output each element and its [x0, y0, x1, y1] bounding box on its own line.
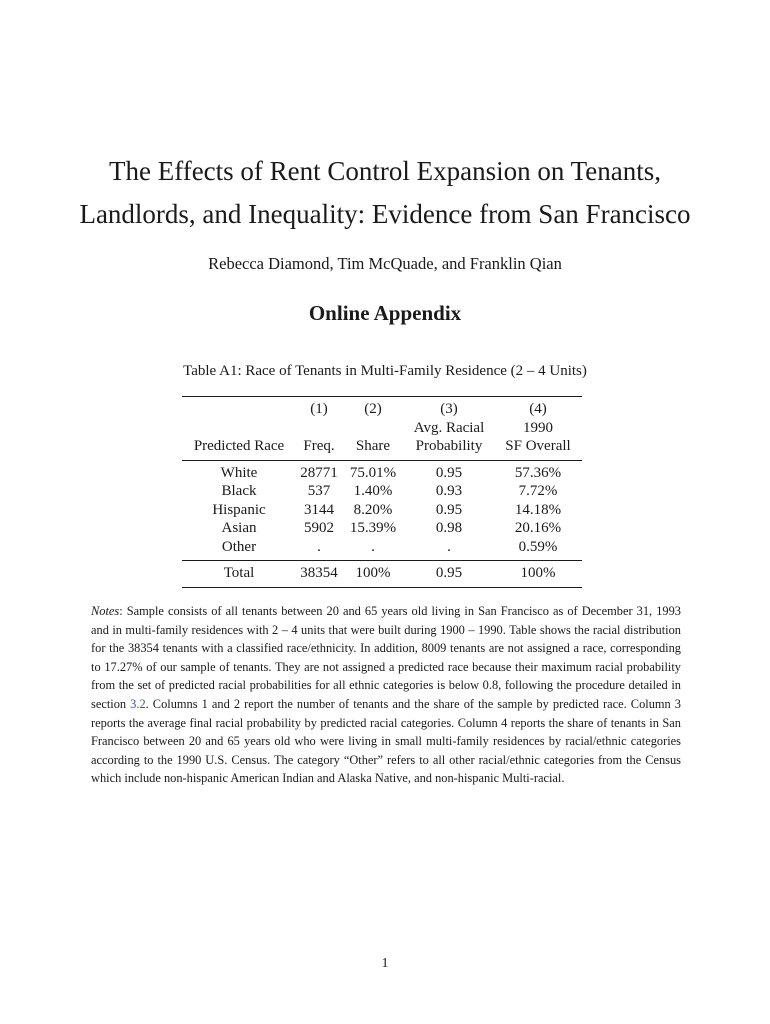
table-cell: 5902	[304, 520, 334, 536]
table-cell: 100%	[355, 565, 391, 581]
column-number-cell	[182, 397, 296, 419]
table-cell: 0.59%	[518, 538, 558, 555]
notes-text: . Columns 1 and 2 report the number of tenants and the share of the sample by predicted race. Column 3 reports the average final racial probability by predicted racial categories. Column 4 reports the share of tenants in San Francisco between 20 and 65 years old who were living in small multi-family residences by racial/ethnic categories according to the 1990 U.S. Census. The category “Other” refers to all other racial/ethnic categories from the Census which include non-hispanic American Indian and Alaska Native, and non-hispanic Multi-racial.	[91, 696, 681, 786]
notes-label: Notes	[91, 604, 120, 618]
table-cell: 14.18%	[514, 501, 562, 518]
column-number-cell: (1)	[310, 401, 328, 417]
table-cell: .	[371, 538, 375, 555]
column-number-cell: (4)	[529, 401, 547, 417]
table-cell: .	[447, 538, 451, 555]
column-sub-cell	[342, 419, 404, 438]
column-header-cell: Share	[355, 438, 391, 454]
race-table-body	[182, 461, 582, 561]
table-row	[182, 519, 582, 538]
title-line-1: The Effects of Rent Control Expansion on Tenants,	[108, 156, 661, 186]
title-line-2: Landlords, and Inequality: Evidence from San Francisco	[79, 199, 691, 229]
column-header-cell: Predicted Race	[193, 438, 285, 454]
table-cell: 0.93	[435, 483, 463, 499]
table-cell: 3144	[304, 501, 334, 518]
table-cell: 0.95	[435, 565, 463, 581]
table-cell: 7.72%	[518, 483, 558, 499]
table-cell: White	[220, 464, 258, 481]
table-cell: Asian	[221, 520, 257, 536]
table-row	[182, 482, 582, 501]
table-cell: Other	[221, 538, 257, 555]
total-row	[182, 561, 582, 587]
column-sub-cell: Avg. Racial	[413, 419, 485, 436]
table-rows	[182, 461, 582, 561]
table-cell: 0.95	[435, 501, 463, 518]
table-cell: 0.95	[435, 464, 463, 481]
table-cell: 1.40%	[353, 483, 393, 499]
section-heading: Online Appendix	[308, 301, 462, 325]
table-cell: 57.36%	[514, 464, 562, 481]
column-number-cell: (3)	[440, 401, 458, 417]
table-header	[182, 397, 582, 460]
race-table	[182, 396, 582, 588]
column-sub-cell	[182, 419, 296, 438]
notes-text: : Sample consists of all tenants between 20 and 65 years old living in San Francisco as of December 31, 1993 and in multi-family residences with 2 – 4 units that were built during 1900 – 1990. Table shows the racial distribution for the 38354 tenants with a classified race/ethnicity. In addition, 8009 tenants are not assigned a race, corresponding to 17.27% of our sample of tenants. They are not assigned a predicted race because their maximum racial probability from the set of predicted racial probabilities for all ethnic categories is below 0.8, following the procedure detailed in section	[91, 604, 681, 711]
column-sub-row	[182, 419, 582, 438]
table-cell: 537	[307, 483, 331, 499]
table-notes	[91, 602, 681, 788]
table-cell: 28771	[300, 464, 338, 481]
table-row	[182, 461, 582, 483]
column-header-cell: SF Overall	[505, 438, 571, 454]
table-caption: Table A1: Race of Tenants in Multi-Family Residence (2 – 4 Units)	[183, 363, 587, 379]
table-cell: 8.20%	[353, 501, 393, 518]
column-header-cell: Freq.	[303, 438, 335, 454]
table-cell: 20.16%	[514, 520, 562, 536]
table-cell: Black	[221, 483, 257, 499]
table-cell: 0.98	[435, 520, 463, 536]
column-header-cell: Probability	[415, 438, 483, 454]
author-list: Rebecca Diamond, Tim McQuade, and Franklin Qian	[208, 254, 562, 273]
table-cell: .	[317, 538, 321, 555]
table-row	[182, 501, 582, 520]
table-cell: 100%	[520, 565, 556, 581]
table-cell: 38354	[300, 565, 338, 581]
race-table-total	[182, 561, 582, 587]
column-sub-cell	[296, 419, 342, 438]
table-bottom-rule	[182, 587, 582, 588]
paper-title	[60, 150, 710, 236]
race-table-grid	[182, 397, 582, 460]
table-cell: Total	[223, 565, 255, 581]
table-row	[182, 538, 582, 561]
column-number-cell: (2)	[364, 401, 382, 417]
column-header-row	[182, 437, 582, 460]
table-cell: Hispanic	[212, 501, 266, 518]
page-number: 1	[381, 956, 389, 971]
column-sub-cell: 1990	[523, 419, 553, 436]
section-reference-link[interactable]: 3.2	[130, 696, 146, 711]
column-number-row	[182, 397, 582, 419]
table-cell: 75.01%	[349, 464, 397, 481]
table-cell: 15.39%	[349, 520, 397, 536]
